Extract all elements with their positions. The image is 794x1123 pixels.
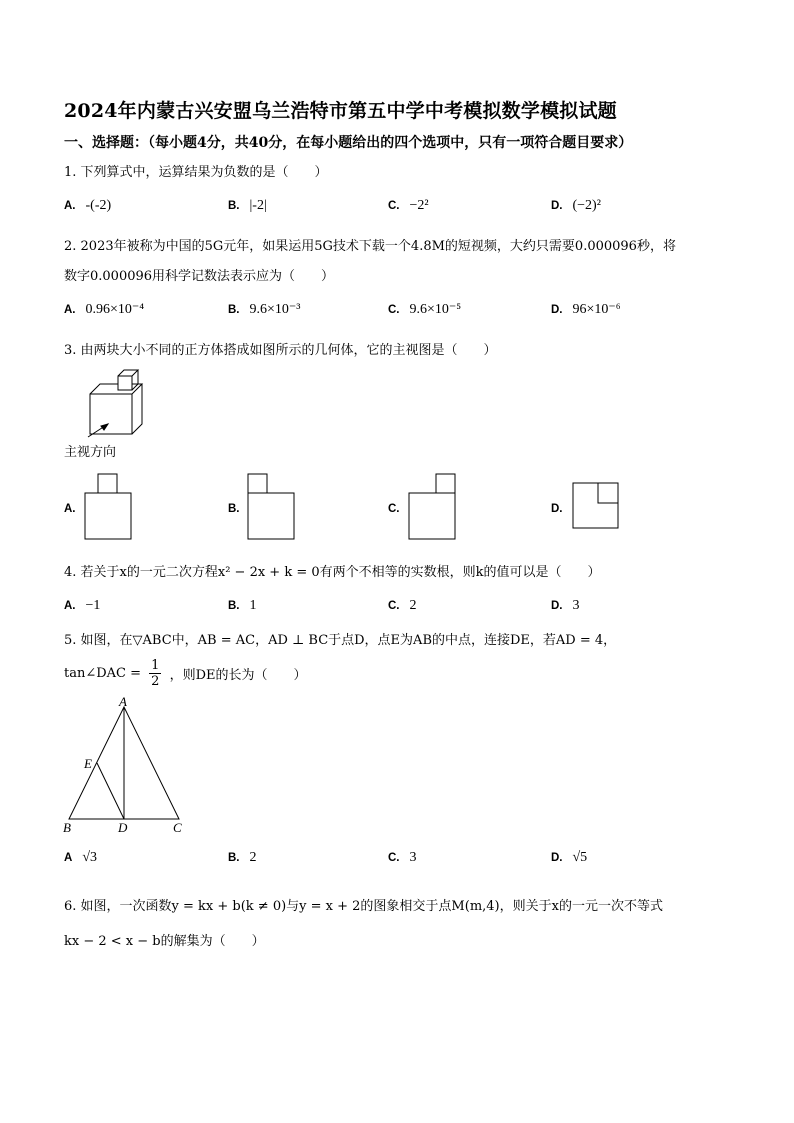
q5-option-a[interactable]: A √3 bbox=[64, 850, 97, 865]
q3-option-b[interactable]: B. bbox=[228, 503, 240, 515]
question-1-stem: 1. 下列算式中，运算结果为负数的是（ ） bbox=[64, 165, 328, 180]
q4-option-d[interactable]: D. 3 bbox=[551, 598, 580, 613]
q3-figure-caption: 主视方向 bbox=[64, 445, 117, 460]
question-2-line-2: 数字0.000096用科学记数法表示应为（ ） bbox=[64, 269, 335, 284]
question-4-stem: 4. 若关于x的一元二次方程x² − 2x + k = 0有两个不相等的实数根，则k的值可以是（ ） bbox=[64, 565, 601, 580]
q2-option-d[interactable]: D. 96×10⁻⁶ bbox=[551, 302, 621, 317]
q3-option-d[interactable]: D. bbox=[551, 503, 563, 515]
q3-cube-figure bbox=[64, 364, 164, 439]
q2-option-b[interactable]: B. 9.6×10⁻³ bbox=[228, 302, 301, 317]
q4-option-c[interactable]: C. 2 bbox=[388, 598, 417, 613]
question-6-line-1: 6. 如图，一次函数y = kx + b(k ≠ 0)与y = x + 2的图象相交于点M(m,4)，则关于x的一元一次不等式 bbox=[64, 899, 663, 914]
q5-fraction-numerator: 1 bbox=[151, 658, 160, 673]
q5-option-d[interactable]: D. √5 bbox=[551, 850, 588, 865]
q4-option-b[interactable]: B. 1 bbox=[228, 598, 257, 613]
q1-option-b[interactable]: B. |-2| bbox=[228, 198, 267, 213]
q5-label-c: C bbox=[173, 820, 182, 835]
question-2-line-1: 2. 2023年被称为中国的5G元年，如果运用5G技术下载一个4.8M的短视频，大约只需要0.000096秒，将 bbox=[64, 239, 676, 254]
q5-triangle-figure bbox=[60, 696, 192, 836]
q3-option-b-figure bbox=[246, 472, 296, 542]
q5-label-b: B bbox=[63, 820, 71, 835]
q2-option-c[interactable]: C. 9.6×10⁻⁵ bbox=[388, 302, 462, 317]
q5-label-e: E bbox=[84, 756, 92, 771]
q3-option-c-figure bbox=[408, 472, 458, 542]
question-5-line-2 bbox=[64, 658, 307, 692]
q1-option-c[interactable]: C. −2² bbox=[388, 198, 429, 213]
q4-option-a[interactable]: A. −1 bbox=[64, 598, 101, 613]
q5-fraction-denominator: 2 bbox=[151, 674, 160, 689]
q5-line-2-suffix: ，则DE的长为（ ） bbox=[169, 668, 307, 683]
q3-option-d-figure bbox=[572, 482, 622, 532]
question-6-line-2: kx − 2 < x − b的解集为（ ） bbox=[64, 934, 265, 949]
q5-label-d: D bbox=[118, 820, 128, 835]
section-header: 一、选择题：（每小题4分，共40分，在每小题给出的四个选项中，只有一项符合题目要求） bbox=[64, 135, 633, 151]
q3-option-a-figure bbox=[84, 472, 134, 542]
q5-option-c[interactable]: C. 3 bbox=[388, 850, 417, 865]
q5-fraction bbox=[149, 658, 161, 689]
q5-label-a: A bbox=[119, 696, 127, 709]
q1-option-a[interactable]: A. -(-2) bbox=[64, 198, 112, 213]
q2-option-a[interactable]: A. 0.96×10⁻⁴ bbox=[64, 302, 145, 317]
q5-option-b[interactable]: B. 2 bbox=[228, 850, 257, 865]
question-3-stem: 3. 由两块大小不同的正方体搭成如图所示的几何体，它的主视图是（ ） bbox=[64, 343, 497, 358]
page-title: 2024年内蒙古兴安盟乌兰浩特市第五中学中考模拟数学模拟试题 bbox=[64, 100, 617, 122]
q1-option-d[interactable]: D. (−2)² bbox=[551, 198, 601, 213]
q5-tan-expression: tan∠DAC = bbox=[64, 666, 142, 681]
q3-option-a[interactable]: A. bbox=[64, 503, 76, 515]
question-5-line-1: 5. 如图，在▽ABC中，AB = AC，AD ⊥ BC于点D，点E为AB的中点，连接DE，若AD = 4， bbox=[64, 633, 617, 648]
q3-option-c[interactable]: C. bbox=[388, 503, 400, 515]
